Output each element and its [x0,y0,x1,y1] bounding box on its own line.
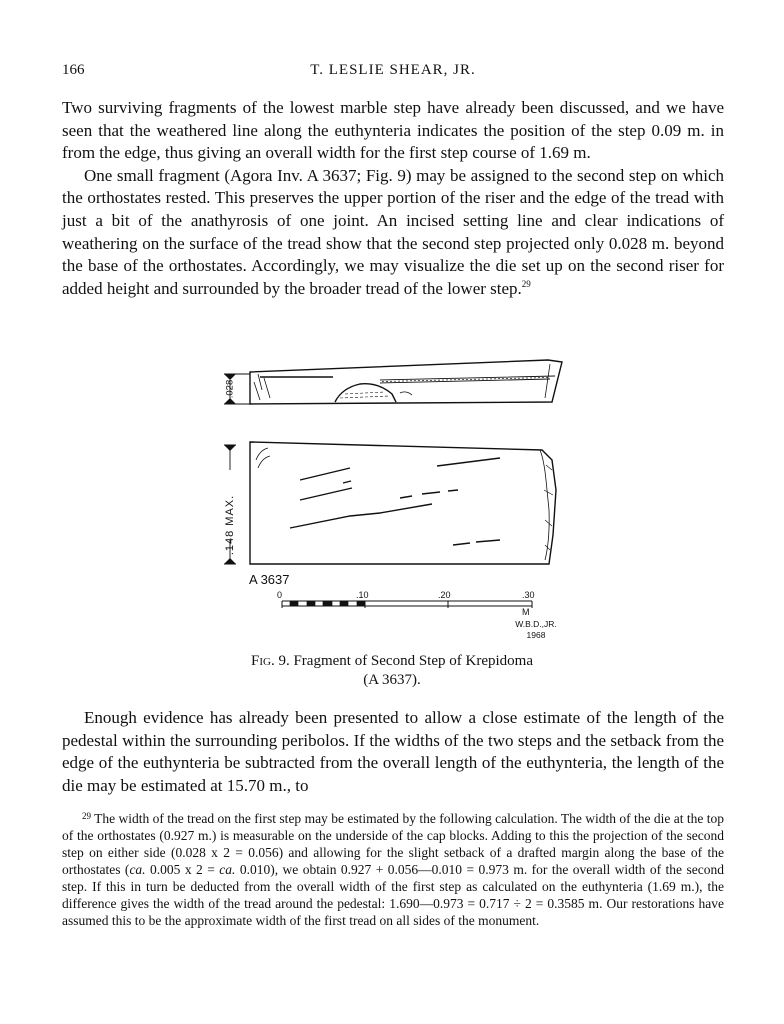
page-number: 166 [62,62,85,78]
scale-bar [282,601,532,606]
scale-tick-label: 0 [277,590,283,600]
paragraph-2-text: One small fragment (Agora Inv. A 3637; Fig. 9) may be assigned to the second step on which the orthostates rested. This preserves the upper portion of the riser and the edge of the tread with just a bit of the anathyrosis of one joint. An incised setting line and clear indications of weathering on the surface of the tread show that the second step projected only 0.028 m. beyond the base of the orthostates. Accordingly, we may visualize the die set up on the second riser for added height and surrounded by the broader tread of the lower step. [62,165,724,298]
fragment-plan-outline [250,442,556,564]
catalog-number: A 3637 [249,572,290,587]
scale-segment [290,601,298,606]
page-header [62,62,724,82]
body-text-top [62,97,724,300]
drawing-credit: W.B.D.,JR. 1968 [515,619,557,640]
figure-caption [0,652,784,690]
scale-tick-label: .20 [438,590,451,600]
caption-line-1: Fragment of Second Step of Krepidoma [293,653,533,669]
footnote-ref-29[interactable]: 29 [521,278,531,289]
figure-9-drawing [200,350,590,650]
running-title: T. LESLIE SHEAR, JR. [310,62,476,78]
paragraph-3: Enough evidence has already been presented to allow a close estimate of the length of the pedestal within the surrounding peribolos. If the widths of the two steps and the setback from the edge of the euthynteria be subtracted from the overall length of the euthynteria, the length of the die may be estimated at 15.70 m., to [62,708,724,795]
dimension-label-main: .148 MAX. [224,494,236,556]
caption-line-2: (A 3637). [363,672,421,688]
scale-tick-label: .30 [522,590,535,600]
paragraph-1: Two surviving fragments of the lowest marble step have already been discussed, and we have seen that the weathered line along the euthynteria indicates the position of the step 0.09 m. in from the edge, thus giving an overall width for the first step course of 1.69 m. [62,98,724,163]
footnote-29: $^{29}$ The width of the tread on the first step may be estimated by the following calculation. The width of the die at the top of the orthostates (0.927 m.) is measurable on the underside of the cap blocks. Adding to this the projection of the second step on either side (0.028 x 2 = 0.056) and allowing for the slight setback of a drafted margin along the base of the orthostates (ca. 0.005 x 2 = ca. 0.010), we obtain 0.927 + 0.056—0.010 = 0.973 m. for the overall width of the second step. If this in turn be deducted from the overall width of the first step as calculated on the euthynteria (1.69 m.), the difference gives the width of the tread around the pedestal: 1.690—0.973 = 0.717 ÷ 2 = 0.3585 m. Our restorations have assumed this to be the approximate width of the first tread on all sides of the monument. [62,811,724,928]
dimension-label-top: .028 [224,379,236,399]
scale-unit: M [522,607,530,617]
weathering-mark [300,468,350,480]
fracture-hatching [254,374,270,400]
figure-number: Fig. 9. [251,653,290,669]
body-text-bottom [62,707,724,797]
scale-tick-label: .10 [356,590,369,600]
fragment-drawing [200,350,590,650]
paragraph-2 [62,165,724,301]
footnote-number: 29 [82,811,91,821]
